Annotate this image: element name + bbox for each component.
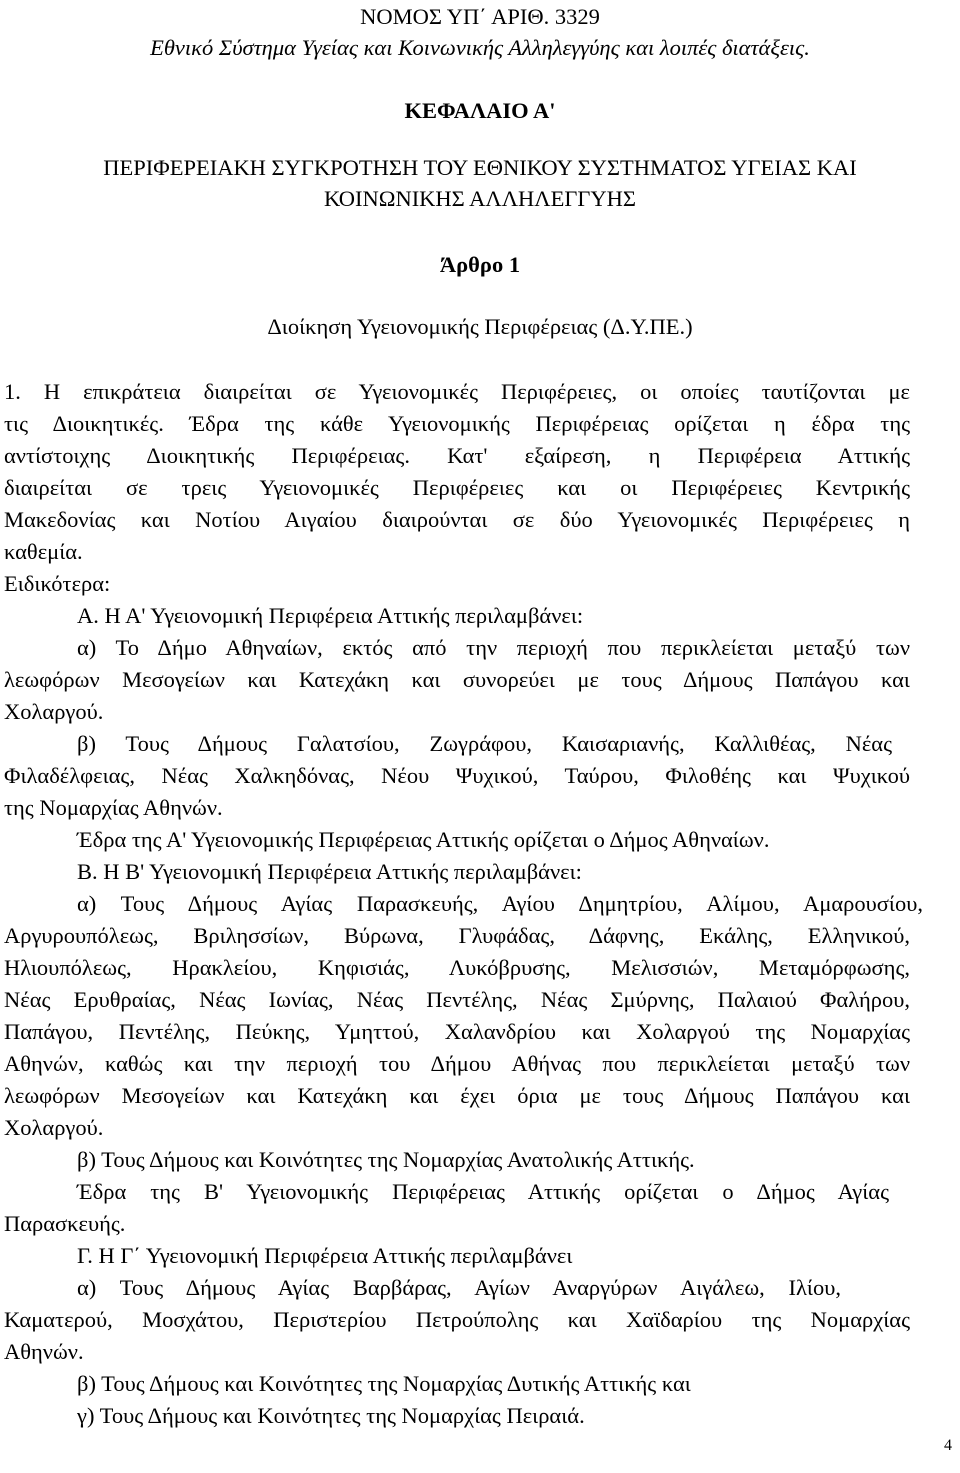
chapter-heading: ΚΕΦΑΛΑΙΟ Α' [404,98,556,123]
chapter-title-line-2: ΚΟΙΝΩΝΙΚΗΣ ΑΛΛΗΛΕΓΓΥΗΣ [324,186,636,211]
body-line: Ηλιουπόλεως, Ηρακλείου, Κηφισιάς, Λυκόβρυσης, Μελισσιών, Μεταμόρφωσης, [4,955,910,980]
body-line: γ) Τους Δήμους και Κοινότητες της Νομαρχίας Πειραιά. [77,1403,585,1428]
article-title: Διοίκηση Υγειονομικής Περιφέρειας (Δ.Υ.ΠΕ.) [267,314,693,339]
body-line: Φιλαδέλφειας, Νέας Χαλκηδόνας, Νέου Ψυχικού, Ταύρου, Φιλοθέης και Ψυχικού [4,763,910,788]
body-line: τις Διοικητικές. Έδρα της κάθε Υγειονομικής Περιφέρειας ορίζεται η έδρα της [4,411,910,436]
body-line: Νέας Ερυθραίας, Νέας Ιωνίας, Νέας Πεντέλης, Νέας Σμύρνης, Παλαιού Φαλήρου, [4,987,910,1012]
body-line: β) Τους Δήμους και Κοινότητες της Νομαρχίας Ανατολικής Αττικής. [77,1147,695,1172]
body-line: β) Τους Δήμους Γαλατσίου, Ζωγράφου, Καισαριανής, Καλλιθέας, Νέας [77,731,892,756]
body-line: Χολαργού. [4,699,104,724]
body-line: Αθηνών, καθώς και την περιοχή του Δήμου Αθήνας που περικλείεται μεταξύ των [4,1051,910,1076]
body-line: καθεμία. [4,539,83,564]
body-line: α) Τους Δήμους Αγίας Βαρβάρας, Αγίων Αναργύρων Αιγάλεω, Ιλίου, [77,1275,841,1300]
body-line: λεωφόρων Μεσογείων και Κατεχάκη και συνορεύει με τους Δήμους Παπάγου και [4,667,910,692]
law-title: ΝΟΜΟΣ ΥΠ΄ ΑΡΙΘ. 3329 [360,4,600,29]
body-line: Χολαργού. [4,1115,104,1140]
body-line: Ειδικότερα: [4,571,111,596]
body-line: Μακεδονίας και Νοτίου Αιγαίου διαιρούνται σε δύο Υγειονομικές Περιφέρειες η [4,507,910,532]
law-subtitle: Εθνικό Σύστημα Υγείας και Κοινωνικής Αλληλεγγύης και λοιπές διατάξεις. [150,35,810,60]
body-line: α) Το Δήμο Αθηναίων, εκτός από την περιοχή που περικλείεται μεταξύ των [77,635,910,660]
body-line: Αθηνών. [4,1339,84,1364]
body-line: Β. Η Β' Υγειονομική Περιφέρεια Αττικής περιλαμβάνει: [77,859,582,884]
body-line: α) Τους Δήμους Αγίας Παρασκευής, Αγίου Δημητρίου, Αλίμου, Αμαρουσίου, [77,891,923,916]
body-line: Παπάγου, Πεντέλης, Πεύκης, Υμηττού, Χαλανδρίου και Χολαργού της Νομαρχίας [4,1019,910,1044]
article-heading: Άρθρο 1 [439,252,521,277]
body-line: αντίστοιχης Διοικητικής Περιφέρειας. Κατ' εξαίρεση, η Περιφέρεια Αττικής [4,443,910,468]
body-line: της Νομαρχίας Αθηνών. [4,795,223,820]
body-line: Έδρα της Β' Υγειονομικής Περιφέρειας Αττικής ορίζεται ο Δήμος Αγίας [77,1179,889,1204]
body-line: Καματερού, Μοσχάτου, Περιστερίου Πετρούπολης και Χαϊδαρίου της Νομαρχίας [4,1307,910,1332]
body-line: λεωφόρων Μεσογείων και Κατεχάκη και έχει όρια με τους Δήμους Παπάγου και [4,1083,910,1108]
body-line: διαιρείται σε τρεις Υγειονομικές Περιφέρειες και οι Περιφέρειες Κεντρικής [4,475,910,500]
chapter-title-line-1: ΠΕΡΙΦΕΡΕΙΑΚΗ ΣΥΓΚΡΟΤΗΣΗ ΤΟΥ ΕΘΝΙΚΟΥ ΣΥΣΤΗΜΑΤΟΣ ΥΓΕΙΑΣ ΚΑΙ [103,155,857,180]
body-line: β) Τους Δήμους και Κοινότητες της Νομαρχίας Δυτικής Αττικής και [77,1371,691,1396]
body-line: Έδρα της Α' Υγειονομικής Περιφέρειας Αττικής ορίζεται ο Δήμος Αθηναίων. [77,827,770,852]
body-line: Παρασκευής. [4,1211,126,1236]
page-number: 4 [944,1437,952,1454]
body-line: 1. Η επικράτεια διαιρείται σε Υγειονομικές Περιφέρειες, οι οποίες ταυτίζονται με [4,379,910,404]
body-line: Γ. Η Γ΄ Υγειονομική Περιφέρεια Αττικής περιλαμβάνει [77,1243,573,1268]
body-line: Α. Η Α' Υγειονομική Περιφέρεια Αττικής περιλαμβάνει: [77,603,584,628]
body-line: Αργυρουπόλεως, Βριλησσίων, Βύρωνα, Γλυφάδας, Δάφνης, Εκάλης, Ελληνικού, [4,923,910,948]
